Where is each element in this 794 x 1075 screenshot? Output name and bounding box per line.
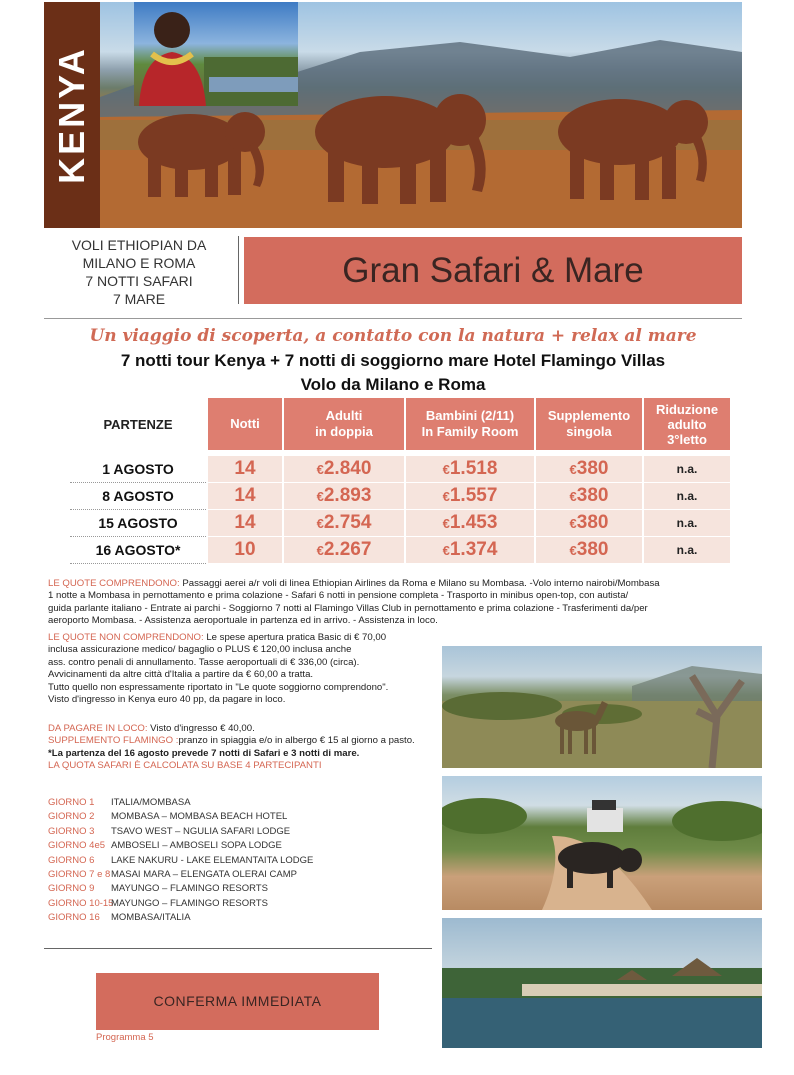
header-supplemento [536,398,642,450]
extra-info [48,723,440,773]
currency-symbol: € [316,543,324,558]
itinerary-item [48,868,438,882]
price-value: 2.893 [323,485,372,506]
table-row [70,456,730,482]
row-supplemento [536,537,642,563]
price-value: 2.267 [323,539,372,560]
quote-line: inclusa assicurazione medico/ bagaglio o PLUS € 120,00 inclusa anche [48,644,352,656]
itinerary-item [48,854,438,868]
price-value: 1.453 [449,512,498,533]
header-notti [208,398,282,450]
row-bambini [406,456,534,482]
programma-number: Programma 5 [96,1032,154,1043]
itinerary-place: TSAVO WEST – NGULIA SAFARI LODGE [111,825,291,837]
itinerary-day: GIORNO 4e5 [48,840,106,852]
table-row [70,483,730,509]
header-bambini-line: In Family Room [421,424,519,439]
quote-line: Le spese apertura pratica Basic di € 70,00 [203,632,387,643]
currency-symbol: € [316,489,324,504]
horizontal-divider [44,318,742,319]
buffalo-illustration [442,776,762,910]
quote-line: 1 notte a Mombasa in pernottamento e prima colazione - Safari 6 notti in pensione completa - Trasporto in minibus open-top, con autista/ [48,590,629,602]
header-adulti [284,398,404,450]
flamingo-text: pranzo in spiaggia e/o in albergo € 15 al giorno a pasto. [178,735,415,747]
row-bambini [406,537,534,563]
masai-girl-photo [134,2,298,106]
itinerary-item [48,839,438,853]
row-adulti [284,456,404,482]
quote-line: ass. contro penali di annullamento. Tasse aeroportuali di € 336,00 (circa). [48,656,360,668]
itinerary-item [48,897,438,911]
quote-line: Avvicinamenti da altre città d'Italia a partire da € 60,00 a tratta. [48,669,314,681]
header-notti-label: Notti [230,416,260,431]
voli-line: MILANO E ROMA [82,255,196,271]
row-notti: 14 [208,456,282,482]
itinerary-day: GIORNO 2 [48,811,95,823]
quota-safari-note: LA QUOTA SAFARI È CALCOLATA SU BASE 4 PARTECIPANTI [48,760,322,772]
price-value: 1.374 [449,539,498,560]
buffalo-photo [442,776,762,910]
row-supplemento [536,483,642,509]
tour-summary: 7 notti tour Kenya + 7 notti di soggiorno mare Hotel Flamingo Villas [120,351,666,370]
itinerary-item [48,825,438,839]
table-row [70,537,730,563]
country-title: KENYA [51,46,92,184]
itinerary-place: MASAI MARA – ELENGATA OLERAI CAMP [111,868,298,880]
row-notti: 14 [208,483,282,509]
header-adulti-line: Adulti [325,408,363,423]
currency-symbol: € [442,543,450,558]
itinerary-place: AMBOSELI – AMBOSELI SOPA LODGE [111,840,282,852]
itinerary-place: LAKE NAKURU - LAKE ELEMANTAITA LODGE [111,854,314,866]
kenya-vertical-label [44,2,100,228]
flight-summary: Volo da Milano e Roma [300,375,486,394]
itinerary-day: GIORNO 9 [48,883,95,895]
price-value: 2.754 [323,512,372,533]
main-title: Gran Safari & Mare [244,237,742,304]
row-supplemento [536,456,642,482]
itinerary-day: GIORNO 10-15 [48,897,114,909]
header-riduzione [644,398,730,450]
row-bambini [406,510,534,536]
departure-note: *La partenza del 16 agosto prevede 7 notti di Safari e 3 notti di mare. [48,747,360,759]
row-bambini [406,483,534,509]
itinerary-day: GIORNO 16 [48,912,100,924]
waterbuck-photo [442,646,762,768]
voli-line: 7 NOTTI SAFARI [85,273,193,289]
row-riduzione: n.a. [644,483,730,509]
horizontal-divider [44,948,432,949]
row-notti: 14 [208,510,282,536]
currency-symbol: € [569,462,577,477]
price-value: 1.557 [449,485,498,506]
quote-line: aeroporto Mombasa. - Assistenza aeroportuale in partenza ed in arrivo. - Assistenza in loco. [48,615,438,627]
beach-illustration [442,918,762,1048]
tagline: Un viaggio di scoperta, a contatto con la natura + relax al mare [89,326,697,346]
itinerary-day: GIORNO 3 [48,825,95,837]
currency-symbol: € [442,489,450,504]
itinerary-item [48,882,438,896]
quote-line: Visto d'ingresso in Kenya euro 40 pp, da pagare in loco. [48,694,286,706]
row-riduzione: n.a. [644,537,730,563]
voli-line: VOLI ETHIOPIAN DA [71,237,207,253]
row-adulti [284,510,404,536]
vertical-divider [238,236,239,304]
row-riduzione: n.a. [644,510,730,536]
flight-info [44,236,234,308]
quote-non-comprendono-label: LE QUOTE NON COMPRENDONO: [48,632,204,643]
price-value: 380 [576,512,609,533]
row-date: 15 AGOSTO [70,510,206,537]
beach-resort-photo [442,918,762,1048]
row-date: 8 AGOSTO [70,483,206,510]
conferma-immediata-button[interactable]: CONFERMA IMMEDIATA [96,973,379,1030]
row-date: 1 AGOSTO [70,456,206,483]
itinerary-place: ITALIA/MOMBASA [111,797,191,808]
itinerary-place: MOMBASA/ITALIA [111,912,191,924]
table-row [70,510,730,536]
itinerary-place: MAYUNGO – FLAMINGO RESORTS [111,883,268,895]
currency-symbol: € [442,516,450,531]
waterbuck-illustration [442,646,762,768]
currency-symbol: € [569,516,577,531]
currency-symbol: € [569,543,577,558]
row-notti: 10 [208,537,282,563]
price-value: 1.518 [449,458,498,479]
itinerary-list [48,796,438,926]
price-value: 2.840 [323,458,372,479]
header-riduzione-line: 3°letto [667,431,707,447]
loco-label: DA PAGARE IN LOCO: [48,723,148,734]
header-bambini-line: Bambini (2/11) [425,408,515,423]
voli-line: 7 MARE [112,291,166,307]
itinerary-day: GIORNO 6 [48,854,95,866]
loco-text: Visto d'ingresso € 40,00. [147,723,255,734]
row-supplemento [536,510,642,536]
itinerary-item [48,911,438,925]
quote-comprendono-label: LE QUOTE COMPRENDONO: [48,578,180,589]
price-value: 380 [576,539,609,560]
row-adulti [284,537,404,563]
header-bambini [406,398,534,450]
price-table [70,398,730,566]
price-value: 380 [576,485,609,506]
itinerary-day: GIORNO 1 [48,797,95,808]
price-value: 380 [576,458,609,479]
header-adulti-line: in doppia [315,424,373,439]
header-riduzione-line: adulto [667,416,707,432]
row-riduzione: n.a. [644,456,730,482]
flamingo-label: SUPPLEMENTO FLAMINGO : [48,735,179,747]
quote-line: Tutto quello non espressamente riportato in "Le quote soggiorno comprendono". [48,681,389,693]
header-supplemento-line: singola [566,424,612,439]
itinerary-place: MOMBASA – MOMBASA BEACH HOTEL [111,811,288,823]
girl-illustration [134,2,298,106]
quote-line: guida parlante italiano - Entrate ai parchi - Soggiorno 7 notti al Flamingo Villas Club in pernottamento e prima colazione - Trasferimenti da/per [48,602,648,614]
currency-symbol: € [316,462,324,477]
header-supplemento-line: Supplemento [547,408,631,423]
row-adulti [284,483,404,509]
quote-non-comprendono [48,632,440,706]
itinerary-place: MAYUNGO – FLAMINGO RESORTS [111,897,268,909]
quote-comprendono [48,578,738,628]
row-date: 16 AGOSTO* [70,537,206,564]
header-partenze: PARTENZE [103,416,173,432]
currency-symbol: € [316,516,324,531]
itinerary-item [48,796,438,810]
quote-line: Passaggi aerei a/r voli di linea Ethiopian Airlines da Roma e Milano su Mombasa. -Volo interno nairobi/Mombasa [179,578,660,589]
currency-symbol: € [569,489,577,504]
itinerary-day: GIORNO 7 e 8 [48,868,111,880]
currency-symbol: € [442,462,450,477]
itinerary-item [48,810,438,824]
header-riduzione-line: Riduzione [655,401,719,417]
